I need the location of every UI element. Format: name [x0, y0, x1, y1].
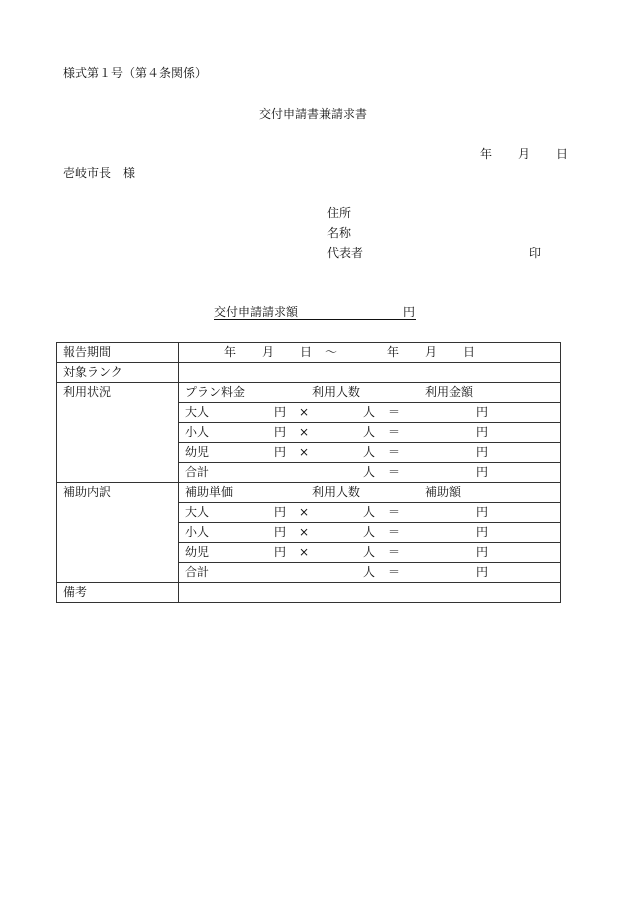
usage-header-amount: 利用金額	[425, 385, 474, 399]
row-name: 大人	[185, 505, 210, 519]
report-period-value[interactable]	[179, 343, 561, 363]
amount-underline	[214, 319, 416, 320]
times-sign: ×	[299, 445, 310, 459]
subsidy-header-amount: 補助額	[425, 485, 462, 499]
date-month-label: 月	[518, 147, 531, 161]
period-day-2: 日	[463, 345, 476, 359]
yen-total-unit: 円	[476, 465, 489, 479]
yen-unit: 円	[274, 505, 287, 519]
person-unit: 人	[363, 405, 376, 419]
yen-total-unit: 円	[476, 525, 489, 539]
usage-header-row	[57, 383, 561, 403]
date-day-label: 日	[556, 147, 569, 161]
times-sign: ×	[299, 525, 310, 539]
remarks-row	[57, 583, 561, 603]
date-year-label: 年	[480, 147, 493, 161]
yen-unit: 円	[274, 545, 287, 559]
yen-unit: 円	[274, 445, 287, 459]
subsidy-header-unit-price: 補助単価	[185, 485, 234, 499]
rank-row	[57, 363, 561, 383]
times-sign: ×	[299, 425, 310, 439]
equals-sign: ＝	[388, 465, 401, 479]
rank-label: 対象ランク	[57, 363, 179, 383]
yen-total-unit: 円	[476, 545, 489, 559]
subsidy-cell[interactable]	[179, 503, 561, 523]
equals-sign: ＝	[388, 545, 401, 559]
rank-value[interactable]	[179, 363, 561, 383]
period-year-1: 年	[224, 345, 237, 359]
document-title: 交付申請書兼請求書	[259, 107, 368, 121]
row-name: 大人	[185, 405, 210, 419]
period-month-2: 月	[425, 345, 438, 359]
person-unit: 人	[363, 505, 376, 519]
addressee: 壱岐市長 様	[63, 166, 136, 180]
person-unit: 人	[363, 565, 376, 579]
person-unit: 人	[363, 525, 376, 539]
equals-sign: ＝	[388, 425, 401, 439]
remarks-value[interactable]	[179, 583, 561, 603]
address-label: 住所	[327, 206, 352, 220]
usage-header-cell	[179, 383, 561, 403]
period-tilde: ～	[325, 345, 338, 359]
period-year-2: 年	[387, 345, 400, 359]
seal-mark: 印	[529, 246, 542, 260]
usage-cell[interactable]	[179, 463, 561, 483]
yen-unit: 円	[274, 405, 287, 419]
equals-sign: ＝	[388, 565, 401, 579]
subsidy-cell[interactable]	[179, 523, 561, 543]
row-name: 小人	[185, 425, 210, 439]
row-name: 合計	[185, 465, 210, 479]
row-name: 合計	[185, 565, 210, 579]
equals-sign: ＝	[388, 445, 401, 459]
period-month-1: 月	[262, 345, 275, 359]
yen-total-unit: 円	[476, 445, 489, 459]
yen-total-unit: 円	[476, 405, 489, 419]
usage-label: 利用状況	[57, 383, 179, 483]
person-unit: 人	[363, 465, 376, 479]
person-unit: 人	[363, 425, 376, 439]
usage-header-count: 利用人数	[312, 385, 361, 399]
times-sign: ×	[299, 545, 310, 559]
times-sign: ×	[299, 405, 310, 419]
yen-unit: 円	[274, 425, 287, 439]
remarks-label: 備考	[57, 583, 179, 603]
form-number: 様式第１号（第４条関係）	[63, 66, 208, 80]
person-unit: 人	[363, 545, 376, 559]
period-day-1: 日	[300, 345, 313, 359]
usage-cell[interactable]	[179, 423, 561, 443]
subsidy-cell[interactable]	[179, 563, 561, 583]
yen-unit: 円	[274, 525, 287, 539]
usage-cell[interactable]	[179, 403, 561, 423]
usage-header-plan: プラン料金	[185, 385, 246, 399]
subsidy-label: 補助内訳	[57, 483, 179, 583]
times-sign: ×	[299, 505, 310, 519]
equals-sign: ＝	[388, 505, 401, 519]
report-period-label: 報告期間	[57, 343, 179, 363]
subsidy-cell[interactable]	[179, 543, 561, 563]
usage-cell[interactable]	[179, 443, 561, 463]
amount-unit: 円	[403, 305, 416, 319]
subsidy-header-row	[57, 483, 561, 503]
yen-total-unit: 円	[476, 425, 489, 439]
application-table	[56, 342, 561, 603]
row-name: 小人	[185, 525, 210, 539]
yen-total-unit: 円	[476, 505, 489, 519]
representative-label: 代表者	[327, 246, 364, 260]
subsidy-header-cell	[179, 483, 561, 503]
equals-sign: ＝	[388, 405, 401, 419]
subsidy-header-count: 利用人数	[312, 485, 361, 499]
name-label: 名称	[327, 226, 352, 240]
person-unit: 人	[363, 445, 376, 459]
equals-sign: ＝	[388, 525, 401, 539]
report-period-row	[57, 343, 561, 363]
amount-label: 交付申請請求額	[214, 305, 299, 319]
row-name: 幼児	[185, 545, 210, 559]
yen-total-unit: 円	[476, 565, 489, 579]
row-name: 幼児	[185, 445, 210, 459]
